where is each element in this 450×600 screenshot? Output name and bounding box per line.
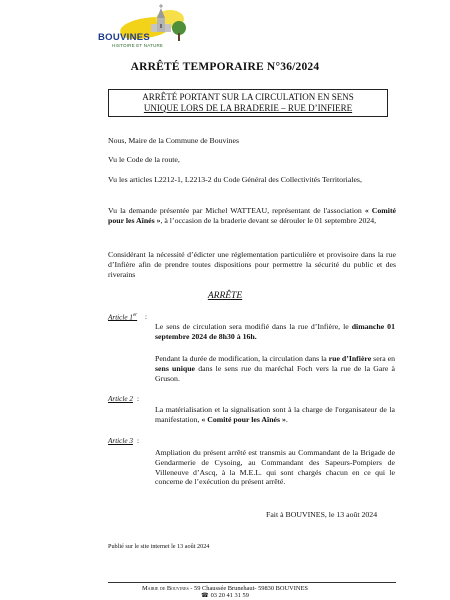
arrete-heading: ARRÊTE <box>207 291 243 301</box>
article-1-text-2 <box>155 354 395 383</box>
article-3-text: Ampliation du présent arrêté est transmis au Commandant de la Brigade de Gendarmerie de Cysoing, au Commandant des Sapeurs-Pompiers de Villeneuve d’Ascq, à la M.E.L. qui sont chargés chacun en ce qui le concerne de l’exécution du présent arrêté. <box>155 448 395 487</box>
subject-line-1: ARRÊTÉ PORTANT SUR LA CIRCULATION EN SENS <box>142 92 354 102</box>
article-1-date: dimanche 01 septembre 2024 de 8h30 à 16h. <box>155 322 395 341</box>
article-1-text2-c: sera en <box>371 354 396 363</box>
logo-tagline: HISTOIRE ET NATURE <box>112 43 164 48</box>
article-1-text <box>155 322 395 342</box>
article-2-colon: : <box>137 395 139 403</box>
footer-divider <box>108 582 396 583</box>
footer-mairie: Mairie de Bouvines <box>142 585 189 592</box>
subject-line-2: UNIQUE LORS DE LA BRADERIE – RUE D’INFIERE <box>143 102 353 113</box>
logo-name: BOUVINES <box>98 32 151 43</box>
article-3-colon: : <box>137 437 139 445</box>
phone-icon: ☎ <box>201 593 209 599</box>
association-name: « Comité pour les Aînés » <box>108 206 396 225</box>
article-1-one-way: sens unique <box>155 363 196 373</box>
preamble-mayor: Nous, Maire de la Commune de Bouvines <box>108 136 240 145</box>
article-1-text-a: Le sens de circulation sera modifié dans la rue d’Infière, le <box>155 322 352 331</box>
preamble-code-route: Vu le Code de la route, <box>108 155 180 164</box>
article-1-text2-a: Pendant la durée de modification, la circulation dans la <box>155 354 329 363</box>
request-text-end: , à l’occasion de la braderie devant se dérouler le 01 septembre 2024, <box>160 215 377 225</box>
signature-place-date: Fait à BOUVINES, le 13 août 2024 <box>266 510 378 519</box>
preamble-articles: Vu les articles L2212-1, L2213-2 du Code Général des Collectivités Territoriales, <box>108 175 362 184</box>
article-1-street: rue d’Infière <box>328 354 372 363</box>
subject-box <box>108 89 388 117</box>
tree-icon <box>170 20 188 42</box>
article-2-text-c: . <box>285 414 288 424</box>
article-2-association: « Comité pour les Aînés » <box>201 414 286 424</box>
request-text: Vu la demande présentée par Michel WATTEAU, représentant de l'association <box>108 206 365 215</box>
preamble-considering: Considérant la nécessité d’édicter une réglementation particulière et provisoire dans la rue d’Infière afin de prendre toutes dispositions pour permettre la sécurité du public et des riverains <box>108 250 396 279</box>
document-title: ARRÊTÉ TEMPORAIRE N°36/2024 <box>130 61 320 73</box>
footer-address-rest: - 59 Chaussée Brunehaut- 59830 BOUVINES <box>188 585 308 592</box>
preamble-request <box>108 206 396 226</box>
footer-phone-number: 03 20 41 31 59 <box>210 592 249 599</box>
footer-phone <box>0 592 450 599</box>
article-3-label: Article 3 <box>108 437 133 445</box>
commune-logo <box>98 4 198 52</box>
article-1-text2-e: dans le sens rue du maréchal Foch vers la rue de la Gare à Gruson. <box>155 363 395 383</box>
article-2-text <box>155 405 395 425</box>
article-1-label: Article 1er <box>108 313 138 322</box>
publication-notice: Publié sur le site internet le 13 août 2024 <box>108 543 210 550</box>
footer-address <box>0 585 450 592</box>
article-2-label: Article 2 <box>108 395 133 403</box>
article-2-text-a: La matérialisation et la signalisation sont à la charge de l'organisateur de la manifestation, <box>155 405 395 424</box>
article-1-colon: : <box>145 313 147 321</box>
